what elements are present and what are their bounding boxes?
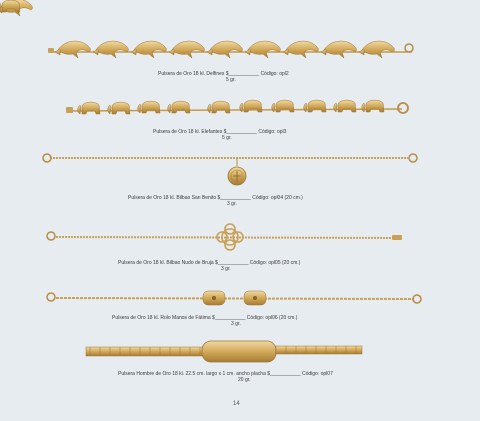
elephant-bracelet-caption: Pulsera de Oro 18 kl. Elefantes $___________ Código: opl3 xyxy=(153,129,287,135)
fatima-hands-bracelet-image xyxy=(47,291,421,305)
san-benito-bracelet-image xyxy=(43,154,417,185)
dolphin-bracelet-weight: 5 gr. xyxy=(226,77,236,83)
mens-id-bracelet-weight: 20 gr. xyxy=(238,377,251,383)
mens-id-bracelet-image xyxy=(86,341,362,362)
page-number: 14 xyxy=(233,401,240,407)
elephant-bracelet-weight: 5 gr. xyxy=(222,135,232,141)
witch-knot-bracelet-caption: Pulsera de Oro 18 kl. Bilbao Nudo de Bruja $___________ Código: opl05 (20 cm.) xyxy=(118,260,301,266)
witch-knot-bracelet-image xyxy=(47,224,402,250)
dolphin-bracelet-image xyxy=(0,0,413,58)
witch-knot-bracelet-weight: 3 gr. xyxy=(221,266,231,272)
mens-id-bracelet-caption: Pulsera Hombre de Oro 18 kl. 22.5 cm. largo x 1 cm. ancho placha $___________ Código: opl07 xyxy=(118,371,333,377)
san-benito-bracelet-weight: 3 gr. xyxy=(227,201,237,207)
san-benito-bracelet-caption: Pulsera de Oro 18 kl. Bilbao San Benito $___________ Código: opl04 (20 cm.) xyxy=(128,195,303,201)
fatima-hands-bracelet-caption: Pulsera de Oro 18 kl. Rolo Manos de Fátima $___________ Código: opl06 (20 cm.) xyxy=(112,315,298,321)
dolphin-bracelet-caption: Pulsera de Oro 18 kl. Delfines $___________ Código: opl2 xyxy=(158,71,289,77)
fatima-hands-bracelet-weight: 3 gr. xyxy=(231,321,241,327)
elephant-bracelet-image xyxy=(0,0,408,114)
